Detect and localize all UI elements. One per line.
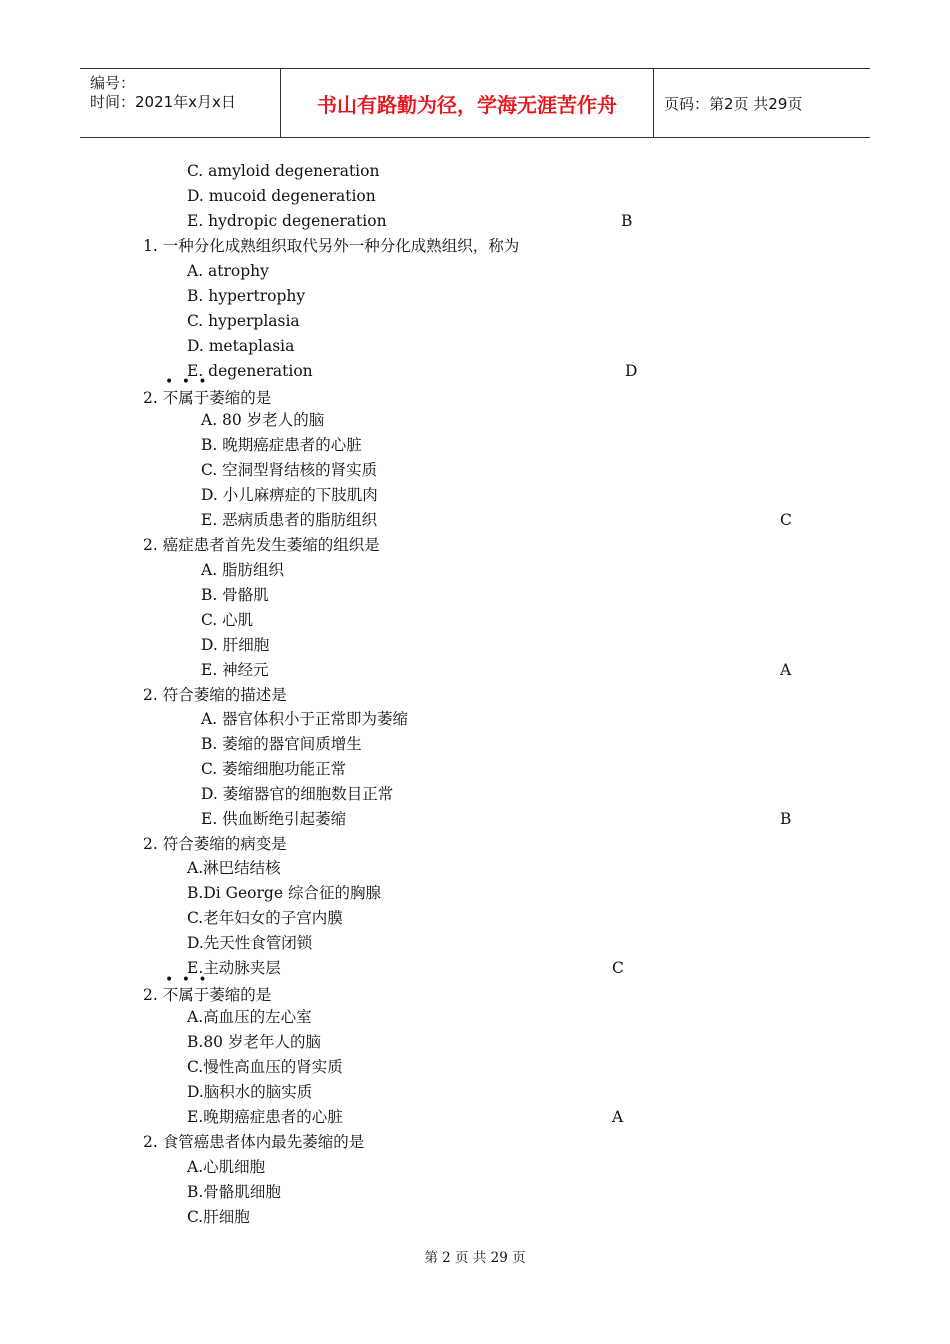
header-meta bbox=[80, 69, 281, 137]
question-line: B. hypertrophy bbox=[187, 287, 306, 305]
question-line: C.慢性高血压的肾实质 bbox=[187, 1058, 343, 1076]
time-label: 时间：2021年x月x日 bbox=[90, 93, 236, 111]
page-header bbox=[80, 68, 870, 138]
question-line: A.心肌细胞 bbox=[187, 1158, 266, 1176]
question-line: 2. 符合萎缩的病变是 bbox=[143, 835, 287, 853]
question-line: E. 恶病质患者的脂肪组织 bbox=[201, 511, 378, 529]
question-line: 2. 不属于萎缩的是 bbox=[143, 389, 272, 407]
question-line: A.高血压的左心室 bbox=[187, 1008, 312, 1026]
question-line: C. 空洞型肾结核的肾实质 bbox=[201, 461, 378, 479]
question-line: B. 萎缩的器官间质增生 bbox=[201, 735, 362, 753]
page-info: 页码：第2页 共29页 bbox=[664, 94, 803, 113]
question-line: A. 脂肪组织 bbox=[201, 561, 285, 579]
number-label: 编号： bbox=[90, 74, 136, 92]
question-line: E. 供血断绝引起萎缩 bbox=[201, 810, 347, 828]
question-line: D.先天性食管闭锁 bbox=[187, 934, 313, 952]
answer-key: B bbox=[780, 810, 792, 828]
question-line: A. atrophy bbox=[187, 262, 269, 280]
question-line: 2. 食管癌患者体内最先萎缩的是 bbox=[143, 1133, 365, 1151]
question-line: E. 神经元 bbox=[201, 661, 269, 679]
question-line: C. hyperplasia bbox=[187, 312, 300, 330]
question-line: 2. 不属于萎缩的是 bbox=[143, 986, 272, 1004]
question-line: C.老年妇女的子宫内膜 bbox=[187, 909, 343, 927]
question-line: A. 器官体积小于正常即为萎缩 bbox=[201, 710, 409, 728]
page-footer: 第 2 页 共 29 页 bbox=[424, 1250, 526, 1266]
question-line: E.晚期癌症患者的心脏 bbox=[187, 1108, 343, 1126]
question-line: A.淋巴结结核 bbox=[187, 859, 281, 877]
answer-key: C bbox=[780, 511, 792, 529]
question-line: C. 萎缩细胞功能正常 bbox=[201, 760, 347, 778]
question-line: 2. 癌症患者首先发生萎缩的组织是 bbox=[143, 536, 380, 554]
answer-key: A bbox=[780, 661, 792, 679]
question-line: 1. 一种分化成熟组织取代另外一种分化成熟组织，称为 bbox=[143, 237, 520, 255]
question-line: C. 心肌 bbox=[201, 611, 254, 629]
question-line: D. mucoid degeneration bbox=[187, 187, 376, 205]
question-line: D. 肝细胞 bbox=[201, 636, 270, 654]
answer-key: A bbox=[612, 1108, 624, 1126]
emphasis-dots: • • • bbox=[165, 972, 209, 988]
question-line: B.Di George 综合征的胸腺 bbox=[187, 884, 381, 902]
question-line: E. hydropic degeneration bbox=[187, 212, 387, 230]
question-line: 2. 符合萎缩的描述是 bbox=[143, 686, 287, 704]
question-line: D. metaplasia bbox=[187, 337, 295, 355]
question-line: B.80 岁老年人的脑 bbox=[187, 1033, 321, 1051]
answer-key: B bbox=[621, 212, 633, 230]
question-line: C. amyloid degeneration bbox=[187, 162, 380, 180]
question-line: B.骨骼肌细胞 bbox=[187, 1183, 281, 1201]
question-line: C.肝细胞 bbox=[187, 1208, 250, 1226]
question-line: E. degeneration bbox=[187, 362, 313, 380]
answer-key: C bbox=[612, 959, 624, 977]
motto-title: 书山有路勤为径，学海无涯苦作舟 bbox=[281, 69, 654, 137]
emphasis-dots: • • • bbox=[165, 374, 209, 390]
question-line: A. 80 岁老人的脑 bbox=[201, 411, 325, 429]
answer-key: D bbox=[625, 362, 638, 380]
question-line: B. 骨骼肌 bbox=[201, 586, 269, 604]
question-line: D. 小儿麻痹症的下肢肌肉 bbox=[201, 486, 378, 504]
question-line: D. 萎缩器官的细胞数目正常 bbox=[201, 785, 394, 803]
question-line: D.脑积水的脑实质 bbox=[187, 1083, 313, 1101]
question-line: E.主动脉夹层 bbox=[187, 959, 281, 977]
question-line: B. 晚期癌症患者的心脏 bbox=[201, 436, 362, 454]
